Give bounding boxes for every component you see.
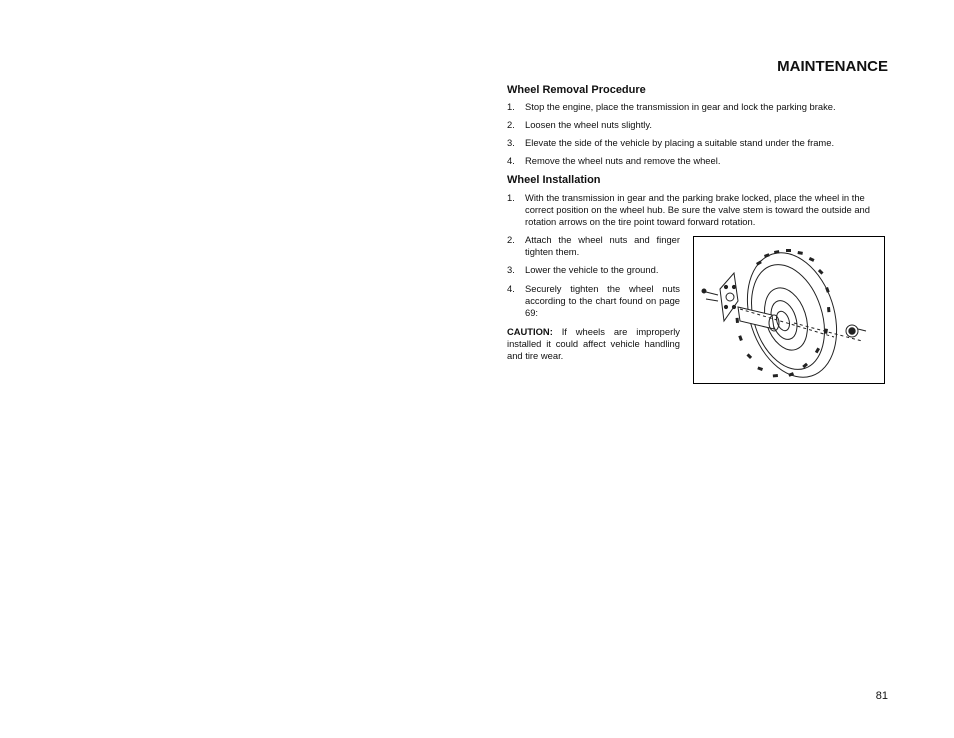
- step-number: 2.: [507, 119, 515, 130]
- removal-step: [507, 119, 889, 131]
- step-number: 1.: [507, 192, 515, 203]
- step-number: 2.: [507, 234, 515, 245]
- caution-note: [507, 326, 680, 362]
- removal-step: [507, 155, 889, 167]
- wheel-installation-figure: [693, 236, 885, 384]
- installation-step: [507, 264, 680, 276]
- caution-label: CAUTION:: [507, 326, 553, 337]
- page-number: 81: [875, 690, 888, 702]
- wheel-hub-exploded-illustration: [694, 237, 884, 383]
- installation-step: [507, 234, 680, 258]
- step-text: Stop the engine, place the transmission in gear and lock the parking brake.: [525, 101, 836, 112]
- step-text: Loosen the wheel nuts slightly.: [525, 119, 652, 130]
- step-number: 4.: [507, 155, 515, 166]
- step-text: Attach the wheel nuts and finger tighten them.: [525, 234, 680, 257]
- section-title: MAINTENANCE: [777, 58, 888, 75]
- installation-step: [507, 283, 680, 319]
- step-number: 4.: [507, 283, 515, 294]
- step-number: 3.: [507, 137, 515, 148]
- step-number: 3.: [507, 264, 515, 275]
- step-text: Lower the vehicle to the ground.: [525, 264, 659, 275]
- removal-step: [507, 137, 889, 149]
- step-text: Remove the wheel nuts and remove the wheel.: [525, 155, 721, 166]
- step-text: Securely tighten the wheel nuts according to the chart found on page 69:: [525, 283, 680, 318]
- installation-heading: Wheel Installation: [507, 174, 601, 186]
- installation-step: [507, 192, 889, 228]
- removal-step: [507, 101, 889, 113]
- caution-text: If wheels are improperly installed it could affect vehicle handling and tire wear.: [507, 326, 680, 361]
- step-text: Elevate the side of the vehicle by placing a suitable stand under the frame.: [525, 137, 835, 148]
- step-number: 1.: [507, 101, 515, 112]
- removal-heading: Wheel Removal Procedure: [507, 84, 646, 96]
- step-text: With the transmission in gear and the parking brake locked, place the wheel in the correct position on the wheel hub. Be sure the valve stem is toward the outside and rotation arrows on the tire point toward forward rotation.: [525, 192, 870, 227]
